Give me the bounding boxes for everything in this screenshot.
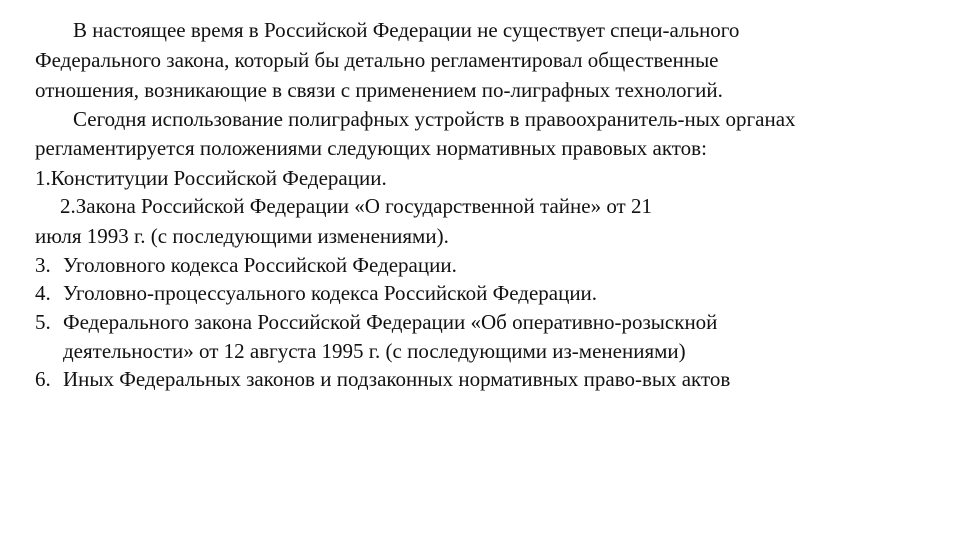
list-item-5-line-1 — [35, 309, 717, 335]
paragraph-1-line-3: отношения, возникающие в связи с применением по-лиграфных технологий. — [35, 78, 723, 102]
list-item-6 — [35, 366, 730, 392]
list-item-5-number: 5. — [35, 310, 51, 334]
list-item-6-text: Иных Федеральных законов и подзаконных нормативных право-вых актов — [63, 367, 731, 391]
list-item-1: 1.Конституции Российской Федерации. — [35, 166, 387, 190]
list-item-6-number: 6. — [35, 367, 51, 391]
list-item-4-text: Уголовно-процессуального кодекса Российской Федерации. — [63, 281, 598, 305]
paragraph-2-line-1: Сегодня использование полиграфных устройств в правоохранитель-ных органах — [73, 107, 796, 131]
list-item-2-line-2: июля 1993 г. (с последующими изменениями). — [35, 224, 449, 248]
list-item-4-number: 4. — [35, 281, 51, 305]
list-item-3 — [35, 252, 457, 278]
paragraph-1-line-2: Федерального закона, который бы детально регламентировал общественные — [35, 48, 719, 72]
list-item-2-line-1: 2.Закона Российской Федерации «О государственной тайне» от 21 — [60, 194, 652, 218]
list-item-5-text-line-1: Федерального закона Российской Федерации «Об оперативно-розыскной — [63, 310, 718, 334]
list-item-5-line-2: деятельности» от 12 августа 1995 г. (с последующими из-менениями) — [63, 339, 686, 363]
paragraph-2-line-2: регламентируется положениями следующих нормативных правовых актов: — [35, 136, 707, 160]
paragraph-1-line-1: В настоящее время в Российской Федерации не существует специ-ального — [73, 18, 740, 42]
list-item-3-number: 3. — [35, 253, 51, 277]
list-item-4 — [35, 280, 597, 306]
list-item-3-text: Уголовного кодекса Российской Федерации. — [63, 253, 457, 277]
